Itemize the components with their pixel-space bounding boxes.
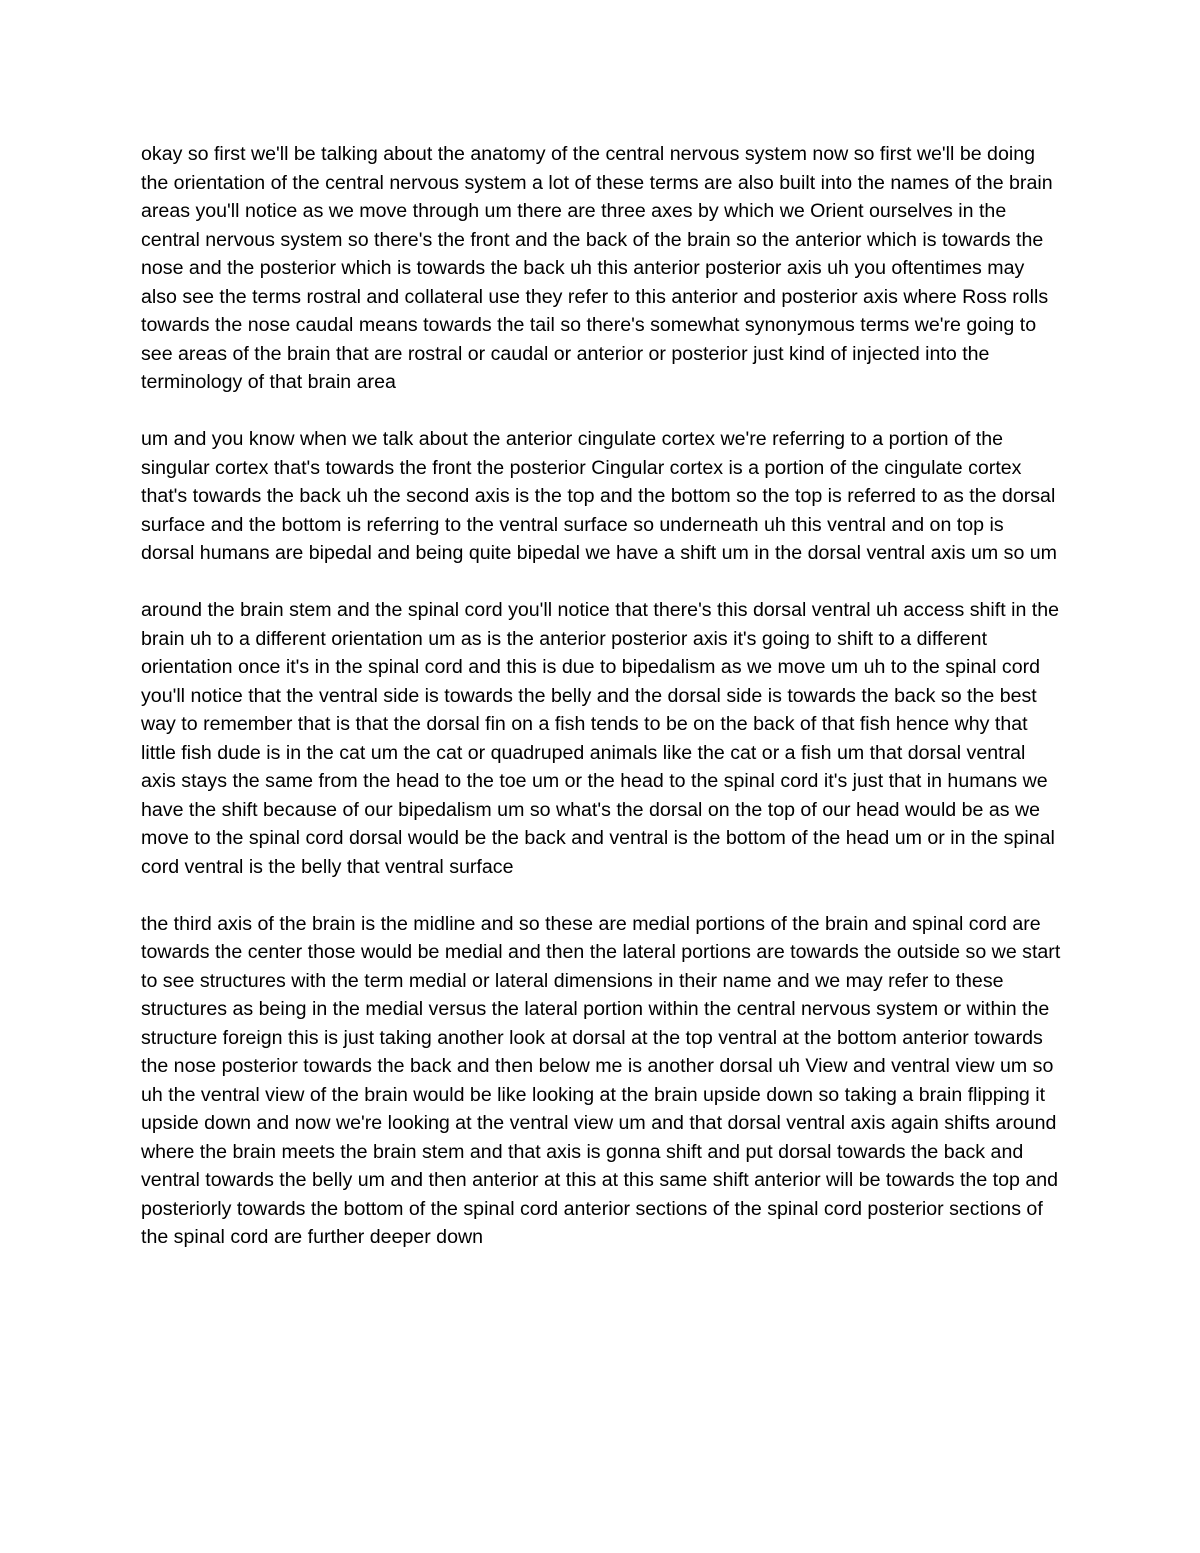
document-body: [141, 140, 1061, 1252]
paragraph-3: around the brain stem and the spinal cord you'll notice that there's this dorsal ventral uh access shift in the brain uh to a different orientation um as is the anterior posterior axis it's going to shift to a different orientation once it's in the spinal cord and this is due to bipedalism as we move um uh to the spinal cord you'll notice that the ventral side is towards the belly and the dorsal side is towards the back so the best way to remember that is that the dorsal fin on a fish tends to be on the back of that fish hence why that little fish dude is in the cat um the cat or quadruped animals like the cat or a fish um that dorsal ventral axis stays the same from the head to the toe um or the head to the spinal cord it's just that in humans we have the shift because of our bipedalism um so what's the dorsal on the top of our head would be as we move to the spinal cord dorsal would be the back and ventral is the bottom of the head um or in the spinal cord ventral is the belly that ventral surface: [141, 599, 1060, 878]
paragraph-2: um and you know when we talk about the anterior cingulate cortex we're referring to a portion of the singular cortex that's towards the front the posterior Cingular cortex is a portion of the cingulate cortex that's towards the back uh the second axis is the top and the bottom so the top is referred to as the dorsal surface and the bottom is referring to the ventral surface so underneath uh this ventral and on top is dorsal humans are bipedal and being quite bipedal we have a shift um in the dorsal ventral axis um so um: [141, 428, 1057, 564]
paragraph-1: okay so first we'll be talking about the anatomy of the central nervous system now so first we'll be doing the orientation of the central nervous system a lot of these terms are also built into the names of the brain areas you'll notice as we move through um there are three axes by which we Orient ourselves in the central nervous system so there's the front and the back of the brain so the anterior which is towards the nose and the posterior which is towards the back uh this anterior posterior axis uh you oftentimes may also see the terms rostral and collateral use they refer to this anterior and posterior axis where Ross rolls towards the nose caudal means towards the tail so there's somewhat synonymous terms we're going to see areas of the brain that are rostral or caudal or anterior or posterior just kind of injected into the terminology of that brain area: [141, 143, 1053, 393]
paragraph-4: the third axis of the brain is the midline and so these are medial portions of the brain and spinal cord are towards the center those would be medial and then the lateral portions are towards the outside so we start to see structures with the term medial or lateral dimensions in their name and we may refer to these structures as being in the medial versus the lateral portion within the central nervous system or within the structure foreign this is just taking another look at dorsal at the top ventral at the bottom anterior towards the nose posterior towards the back and then below me is another dorsal uh View and ventral view um so uh the ventral view of the brain would be like looking at the brain upside down so taking a brain flipping it upside down and now we're looking at the ventral view um and that dorsal ventral axis again shifts around where the brain meets the brain stem and that axis is gonna shift and put dorsal towards the back and ventral towards the belly um and then anterior at this at this same shift anterior will be towards the top and posteriorly towards the bottom of the spinal cord anterior sections of the spinal cord posterior sections of the spinal cord are further deeper down: [141, 912, 1061, 1248]
